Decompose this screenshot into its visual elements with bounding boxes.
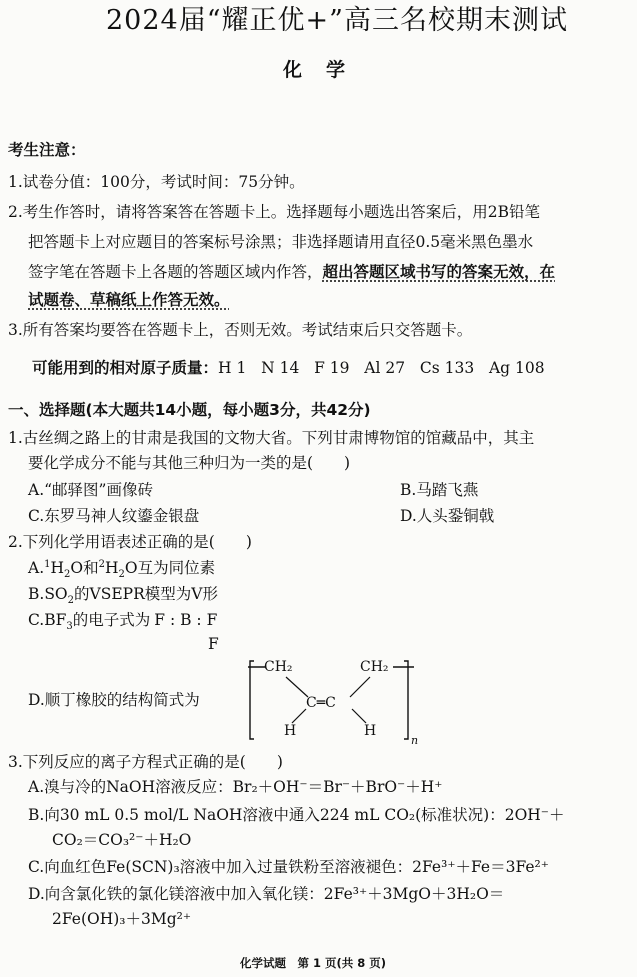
q1-option-c: C.东罗马神人纹鎏金银盘: [28, 507, 200, 525]
h-left: H: [284, 723, 297, 739]
q2-option-b: [28, 584, 218, 607]
q2-c-formula: F : B : F: [154, 611, 218, 629]
section-1-heading: 一、选择题(本大题共14小题，每小题3分，共42分): [8, 401, 371, 419]
atomic-masses-label: 可能用到的相对原子质量：: [32, 359, 219, 377]
q1-stem-line-2: 要化学成分不能与其他三种归为一类的是( ): [28, 454, 351, 472]
notice-item-2-line-3b: 超出答题区域书写的答案无效，在: [322, 263, 556, 281]
notice-item-3: 3.所有答案均要答在答题卡上，否则无效。考试结束后只交答题卡。: [8, 321, 473, 339]
q2-a-o-1: O和: [70, 559, 99, 577]
q2-b-prefix: B.SO: [28, 585, 68, 603]
q1-option-b: B.马踏飞燕: [400, 481, 479, 499]
q2-option-d: D.顺丁橡胶的结构简式为: [28, 691, 200, 709]
notice-item-2-line-1: 2.考生作答时，请将答案答在答题卡上。选择题每小题选出答案后，用2B铅笔: [8, 203, 541, 221]
double-bond: C═C: [306, 695, 336, 711]
q3-option-a: A.溴与冷的NaOH溶液反应：Br₂＋OH⁻＝Br⁻＋BrO⁻＋H⁺: [28, 778, 443, 796]
q2-b-suffix: 的VSEPR模型为V形: [74, 585, 218, 603]
q3-stem: 3.下列反应的离子方程式正确的是( ): [8, 753, 283, 771]
notice-item-2-line-3a: 签字笔在答题卡上各题的答题区域内作答，: [28, 263, 323, 281]
ch2-left: CH₂: [264, 659, 293, 675]
q2-a-sub-2: 2: [118, 569, 125, 581]
q2-a-h-1: H: [50, 559, 65, 577]
atomic-masses-values: H 1 N 14 F 19 Al 27 Cs 133 Ag 108: [218, 359, 545, 377]
q2-a-mass-1: 1: [44, 558, 51, 570]
notice-item-1: 1.试卷分值：100分，考试时间：75分钟。: [8, 173, 305, 191]
q1-option-a: A.“邮驿图”画像砖: [28, 481, 153, 499]
q2-c-prefix: C.BF: [28, 611, 67, 629]
q3-option-d-line-1: D.向含氯化铁的氯化镁溶液中加入氧化镁：2Fe³⁺＋3MgO＋3H₂O＝: [28, 885, 505, 903]
q2-a-sub-1: 2: [64, 569, 71, 581]
q2-c-sub: 3: [66, 621, 73, 633]
q2-a-h-2: H: [105, 559, 119, 577]
q2-a-mass-2: 2: [98, 558, 105, 570]
q2-option-c: [28, 610, 218, 633]
q2-b-sub: 2: [67, 595, 75, 607]
repeat-n: n: [411, 734, 419, 747]
q2-a-prefix: A.: [28, 559, 45, 577]
q2-stem: 2.下列化学用语表述正确的是( ): [8, 533, 252, 551]
notice-item-2-line-3: [28, 262, 555, 282]
q3-option-d-line-2: 2Fe(OH)₃＋3Mg²⁺: [52, 910, 192, 928]
exam-title: 2024届“耀正优+”高三名校期末测试: [106, 5, 568, 36]
page-footer: 化学试题 第 1 页(共 8 页): [240, 956, 387, 970]
h-right: H: [364, 723, 377, 739]
q3-option-b-line-1: B.向30 mL 0.5 mol/L NaOH溶液中通入224 mL CO₂(标准状况)：2OH⁻＋: [28, 806, 565, 824]
q1-option-d: D.人头銎铜戟: [400, 507, 495, 525]
q2-a-suffix: O互为同位素: [124, 559, 216, 577]
notice-heading: 考生注意：: [8, 141, 86, 159]
q3-option-c: C.向血红色Fe(SCN)₃溶液中加入过量铁粉至溶液褪色：2Fe³⁺＋Fe＝3Fe²⁺: [28, 858, 549, 876]
q2-c-middle: 的电子式为: [72, 611, 151, 629]
ch2-right: CH₂: [360, 659, 389, 675]
notice-item-2-line-4: 试题卷、草稿纸上作答无效。: [28, 291, 230, 309]
notice-item-2-line-2: 把答题卡上对应题目的答案标号涂黑；非选择题请用直径0.5毫米黑色墨水: [28, 233, 534, 251]
polymer-structure: [248, 653, 419, 747]
q1-stem-line-1: 1.古丝绸之路上的甘肃是我国的文物大省。下列甘肃博物馆的馆藏品中，其主: [8, 429, 535, 447]
q2-c-formula-bottom: F: [208, 635, 219, 653]
q3-option-b-line-2: CO₂＝CO₃²⁻＋H₂O: [52, 831, 192, 849]
atomic-masses: [32, 358, 545, 378]
subject-title: 化学: [283, 59, 370, 81]
q2-option-a: [28, 558, 216, 581]
